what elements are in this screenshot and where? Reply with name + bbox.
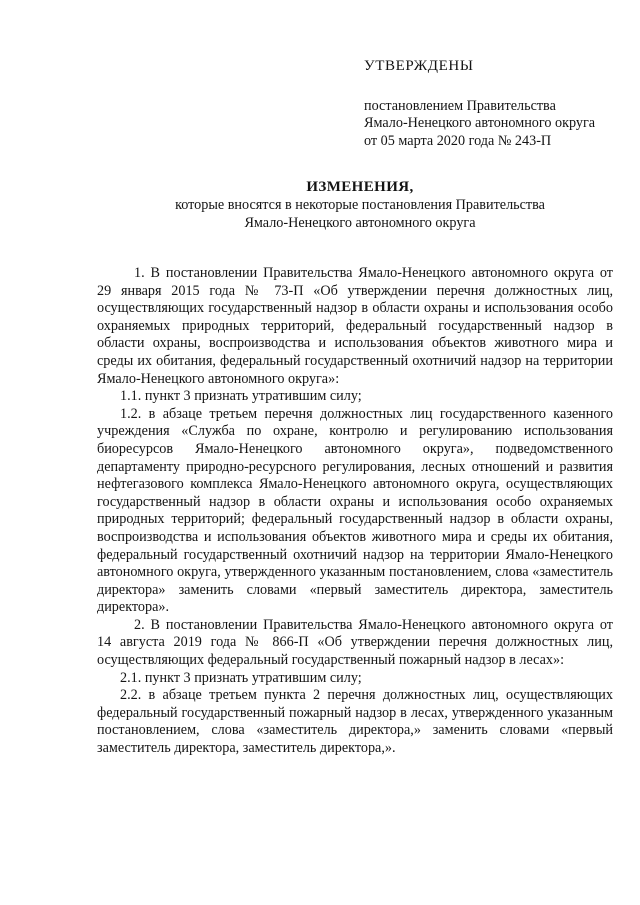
paragraph-2-2: 2.2. в абзаце третьем пункта 2 перечня должностных лиц, осуществляющих федеральный государственный пожарный надзор в лесах, утвержденного указанным постановлением, слова «заместитель директора,» заменить словами «первый заместитель директора, заместитель директора,». (97, 687, 613, 757)
document-subtitle-line-2: Ямало-Ненецкого автономного округа (244, 215, 476, 231)
paragraph-1-2: 1.2. в абзаце третьем перечня должностных лиц государственного казенного учреждения «Служба по охране, контролю и регулированию использования биоресурсов Ямало-Ненецкого автономного округа», подведомственного департаменту природно-ресурсного регулирования, лесных отношений и развития нефтегазового комплекса Ямало-Ненецкого автономного округа, осуществляющих государственный надзор в области охраны и использования особо охраняемых природных территорий; федеральный государственный надзор в области охраны, воспроизводства и использования объектов животного мира и среды их обитания, федеральный государственный охотничий надзор на территории Ямало-Ненецкого автономного округа, утвержденного указанным постановлением, слова «заместитель директора» заменить словами «первый заместитель директора, заместитель директора». (97, 405, 613, 616)
approval-line-2: Ямало-Ненецкого автономного округа (364, 115, 596, 131)
approval-line-1: постановлением Правительства (364, 97, 556, 114)
paragraph-1: 1. В постановлении Правительства Ямало-Ненецкого автономного округа от 29 января 2015 года № 73-П «Об утверждении перечня должностных лиц, осуществляющих государственный надзор в области охраны и использования особо охраняемых природных территорий, федеральный государственный надзор в области охраны, воспроизводства и использования объектов животного мира и среды их обитания, федеральный государственный охотничий надзор на территории Ямало-Ненецкого автономного округа»: (97, 265, 613, 387)
paragraph-2-1: 2.1. пункт 3 признать утратившим силу; (120, 669, 362, 686)
approval-line-3: от 05 марта 2020 года № 243-П (364, 132, 552, 149)
document-subtitle-line-1: которые вносятся в некоторые постановления Правительства (175, 197, 545, 213)
paragraph-1-1: 1.1. пункт 3 признать утратившим силу; (120, 388, 362, 405)
approval-stamp (364, 58, 614, 150)
document-title: ИЗМЕНЕНИЯ, (306, 179, 414, 195)
document-heading (100, 178, 620, 232)
document-body (97, 265, 613, 758)
paragraph-2: 2. В постановлении Правительства Ямало-Ненецкого автономного округа от 14 августа 2019 года № 866-П «Об утверждении перечня должностных лиц, осуществляющих федеральный государственный пожарный надзор в лесах»: (97, 616, 613, 669)
approval-title: УТВЕРЖДЕНЫ (364, 58, 474, 74)
